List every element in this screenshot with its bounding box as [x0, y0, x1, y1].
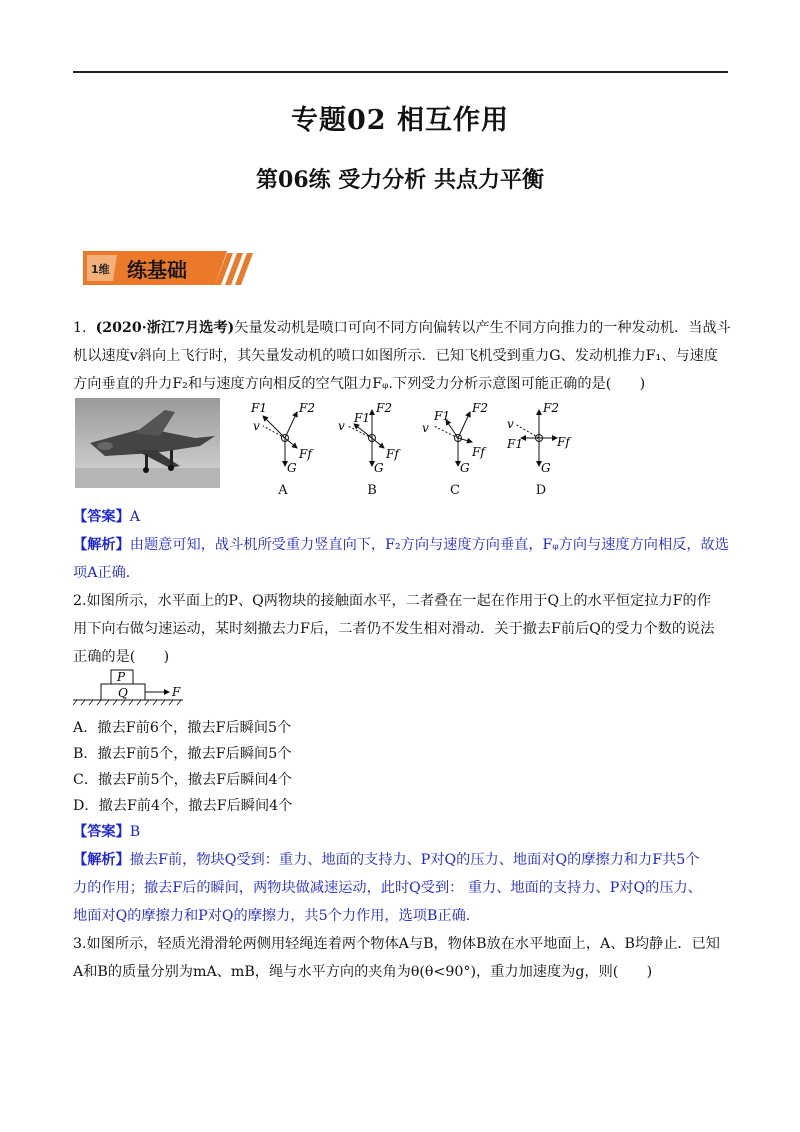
- label-f1: F1: [354, 411, 370, 425]
- q1-line1: [73, 316, 731, 340]
- label-g: G: [460, 461, 470, 475]
- label-ff: Ff: [299, 447, 312, 461]
- header-rule: [73, 71, 728, 73]
- section-label: 练基础: [127, 258, 187, 282]
- label-f2: F2: [472, 401, 488, 415]
- q2-choice-a: A．撤去F前6个，撤去F后瞬间5个: [73, 720, 292, 736]
- page-subtitle: 第06练 受力分析 共点力平衡: [256, 167, 544, 193]
- label-f2: F2: [543, 401, 559, 415]
- label-f1: F1: [434, 409, 450, 423]
- q1-analysis1: 【解析】由题意可知，战斗机所受重力竖直向下，F₂方向与速度方向垂直，Fᵩ方向与速度方向相反，故选: [73, 537, 729, 553]
- q2-analysis1: 【解析】撤去F前，物块Q受到：重力、地面的支持力、P对Q的压力、地面对Q的摩擦力和力F共5个: [73, 852, 700, 868]
- label-g: G: [541, 461, 551, 475]
- q1-number: 1.: [73, 320, 87, 336]
- label-g: G: [287, 461, 297, 475]
- pq-diagram: [73, 668, 193, 708]
- label-v: v: [507, 417, 514, 431]
- label-ff: Ff: [386, 447, 399, 461]
- label-f1: F1: [251, 401, 267, 415]
- label-g: G: [374, 461, 384, 475]
- q1-source: (2020·浙江7月选考): [95, 320, 235, 336]
- label-force-f: F: [172, 685, 181, 699]
- option-d-caption: D: [535, 483, 547, 498]
- fighter-jet-photo: [75, 398, 220, 488]
- q2-line2: 用下向右做匀速运动，某时刻撤去力F后，二者仍不发生相对滑动．关于撤去F前后Q的受力个数的说法: [73, 621, 715, 637]
- q2-line3: 正确的是( ): [73, 649, 170, 665]
- label-ff: Ff: [557, 435, 570, 449]
- section-badge: 1维: [91, 263, 110, 276]
- q1-analysis2: 项A正确．: [73, 565, 140, 581]
- label-f2: F2: [376, 401, 392, 415]
- q3-line1: 3.如图所示，轻质光滑滑轮两侧用轻绳连着两个物体A与B，物体B放在水平地面上，A、B均静止．已知: [73, 936, 720, 952]
- q1-line3: 方向垂直的升力F₂和与速度方向相反的空气阻力Fᵩ.下列受力分析示意图可能正确的是( ): [73, 376, 646, 392]
- option-a-caption: A: [278, 483, 288, 498]
- q2-choice-b: B．撤去F前5个，撤去F后瞬间5个: [73, 746, 292, 762]
- q1-line2: 机以速度v斜向上飞行时，其矢量发动机的喷口如图所示．已知飞机受到重力G、发动机推力F₁、与速度: [73, 348, 718, 364]
- q2-line1: 2.如图所示，水平面上的P、Q两物块的接触面水平，二者叠在一起在作用于Q上的水平恒定拉力F的作: [73, 593, 711, 609]
- label-ff: Ff: [472, 445, 485, 459]
- label-v: v: [338, 419, 345, 433]
- page-title: 专题02 相互作用: [291, 105, 509, 136]
- label-p: P: [117, 670, 126, 684]
- label-v: v: [253, 419, 260, 433]
- section-banner: [77, 247, 267, 289]
- q2-answer: 【答案】B: [73, 824, 141, 840]
- label-f1: F1: [507, 437, 523, 451]
- q1-answer: 【答案】A: [73, 509, 141, 525]
- label-f2: F2: [299, 401, 315, 415]
- label-q: Q: [118, 686, 128, 700]
- q2-choice-d: D．撤去F前4个，撤去F后瞬间4个: [73, 798, 293, 814]
- q2-analysis3: 地面对Q的摩擦力和P对Q的摩擦力，共5个力作用，选项B正确．: [73, 908, 480, 924]
- q1-text1: 矢量发动机是喷口可向不同方向偏转以产生不同方向推力的一种发动机．当战斗: [234, 320, 731, 336]
- q2-choice-c: C．撤去F前5个，撤去F后瞬间4个: [73, 772, 292, 788]
- q2-analysis2: 力的作用；撤去F后的瞬间，两物块做减速运动，此时Q受到： 重力、地面的支持力、P对Q的压力、: [73, 880, 702, 896]
- q3-line2: A和B的质量分别为mA、mB，绳与水平方向的夹角为θ(θ<90°)，重力加速度为g，则( ): [73, 964, 653, 980]
- option-c-caption: C: [450, 483, 460, 498]
- option-b-caption: B: [367, 483, 377, 498]
- label-v: v: [422, 421, 429, 435]
